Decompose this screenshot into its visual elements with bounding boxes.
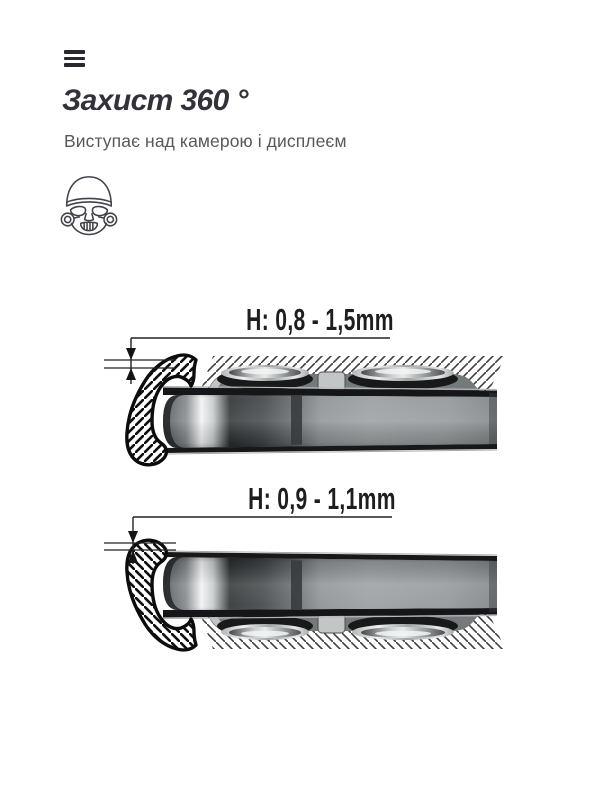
hamburger-bar bbox=[64, 50, 85, 54]
diagram-camera-side bbox=[0, 300, 600, 495]
dimension-label-camera: H: 0,8 - 1,5mm bbox=[246, 301, 394, 338]
dimension-arrow-up-icon bbox=[126, 368, 136, 380]
hamburger-bar bbox=[64, 63, 85, 67]
stormtrooper-helmet-icon bbox=[58, 169, 120, 239]
page-title: Захист 360 ° bbox=[62, 84, 248, 117]
dimension-arrow-down-icon bbox=[128, 531, 138, 543]
dimension-label-display: H: 0,9 - 1,1mm bbox=[248, 480, 396, 517]
phone-case-cross-section-flipped bbox=[127, 540, 505, 650]
page-subtitle: Виступає над камерою і дисплеєм bbox=[64, 131, 347, 151]
phone-case-cross-section bbox=[127, 355, 505, 465]
diagram-display-side bbox=[0, 480, 600, 675]
hamburger-bar bbox=[64, 57, 85, 61]
dimension-arrow-down-icon bbox=[126, 348, 136, 360]
hamburger-menu-icon[interactable] bbox=[64, 50, 86, 68]
